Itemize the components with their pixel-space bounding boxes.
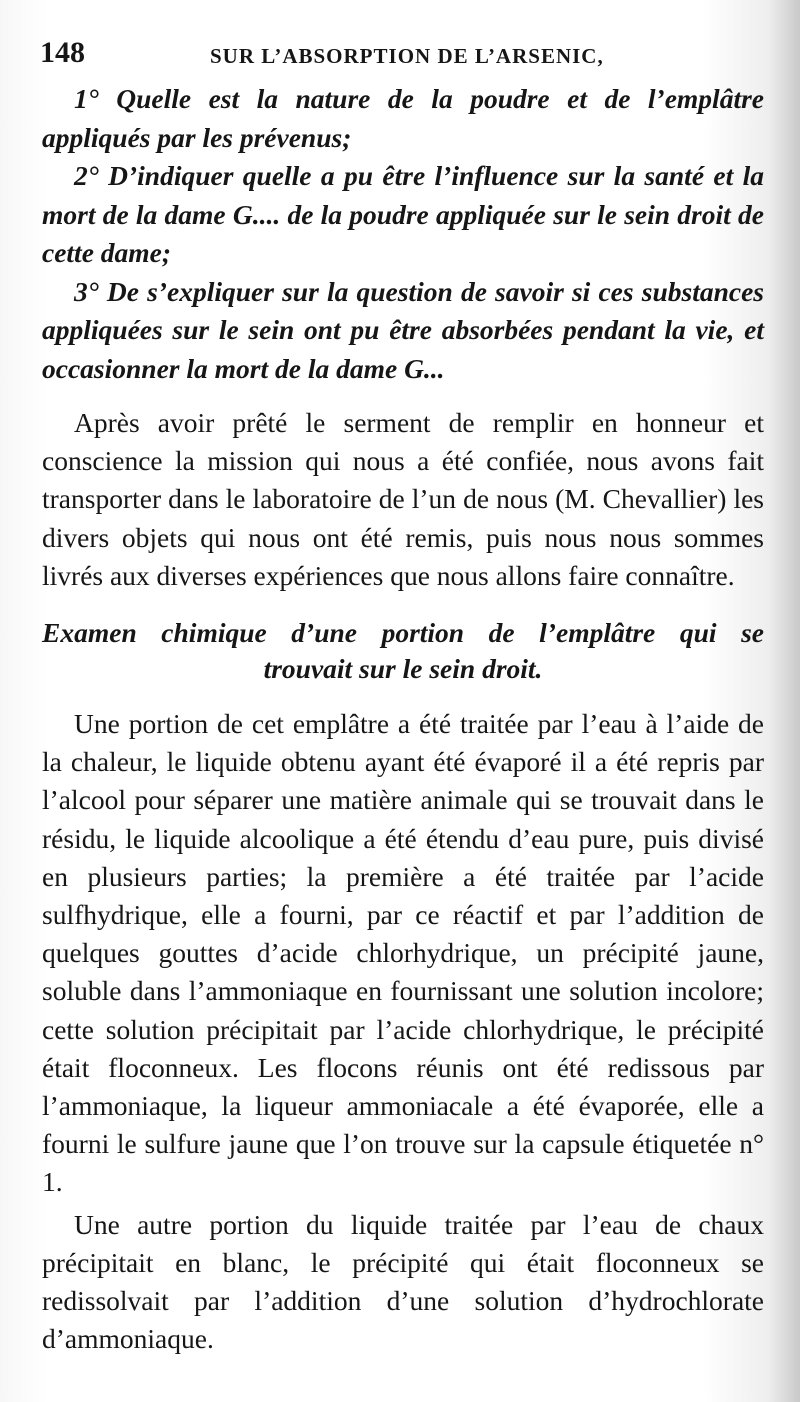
question-3: 3° De s’expliquer sur la question de savoir si ces substances appliquées sur le sein ont pu être absorbées pendant la vie, et occasionner la mort de la dame G... — [42, 275, 764, 384]
page-body — [42, 80, 764, 1358]
paragraph-analysis: Une portion de cet emplâtre a été traitée par l’eau à l’aide de la chaleur, le liquide obtenu ayant été évaporé il a été repris par l’alcool pour séparer une matière animale qui se trouvait dans le résidu, le liquide alcoolique a été étendu d’eau pure, puis divisé en plusieurs parties; la première a été traitée par l’acide sulfhydrique, elle a fourni, par ce réactif et par l’addition de quelques gouttes d’acide chlorhydrique, un précipité jaune, soluble dans l’ammoniaque en fournissant une solution incolore; cette solution précipitait par l’acide chlorhydrique, le précipité était floconneux. Les flocons réunis ont été redissous par l’ammoniaque, la liqueur ammoniacale a été évaporée, elle a fourni le sulfure jaune que l’on trouve sur la capsule étiquetée n° 1. — [42, 708, 764, 1198]
section-heading-line-2: trouvait sur le sein droit. — [263, 653, 543, 685]
question-1: 1° Quelle est la nature de la poudre et de l’emplâtre appliqués par les prévenus; — [42, 83, 764, 153]
section-heading — [42, 615, 764, 687]
page-number: 148 — [40, 36, 85, 69]
paragraph-lime-water: Une autre portion du liquide traitée par l’eau de chaux précipitait en blanc, le précipité qui était floconneux se redissolvait par l’addition d’une solution d’hydrochlorate d’ammoniaque. — [42, 1208, 764, 1355]
paragraph-oath: Après avoir prêté le serment de remplir en honneur et conscience la mission qui nous a été confiée, nous avons fait transporter dans le laboratoire de l’un de nous (M. Chevallier) les divers objets qui nous ont été remis, puis nous nous sommes livrés aux diverses expériences que nous allons faire connaître. — [42, 407, 764, 591]
section-heading-line-1: Examen chimique d’une portion de l’emplâtre qui se — [42, 617, 764, 649]
page-header — [40, 36, 760, 76]
running-title: SUR L’ABSORPTION DE L’ARSENIC, — [210, 44, 604, 68]
question-2: 2° D’indiquer quelle a pu être l’influence sur la santé et la mort de la dame G.... de la poudre appliquée sur le sein droit de cette dame; — [42, 160, 764, 268]
